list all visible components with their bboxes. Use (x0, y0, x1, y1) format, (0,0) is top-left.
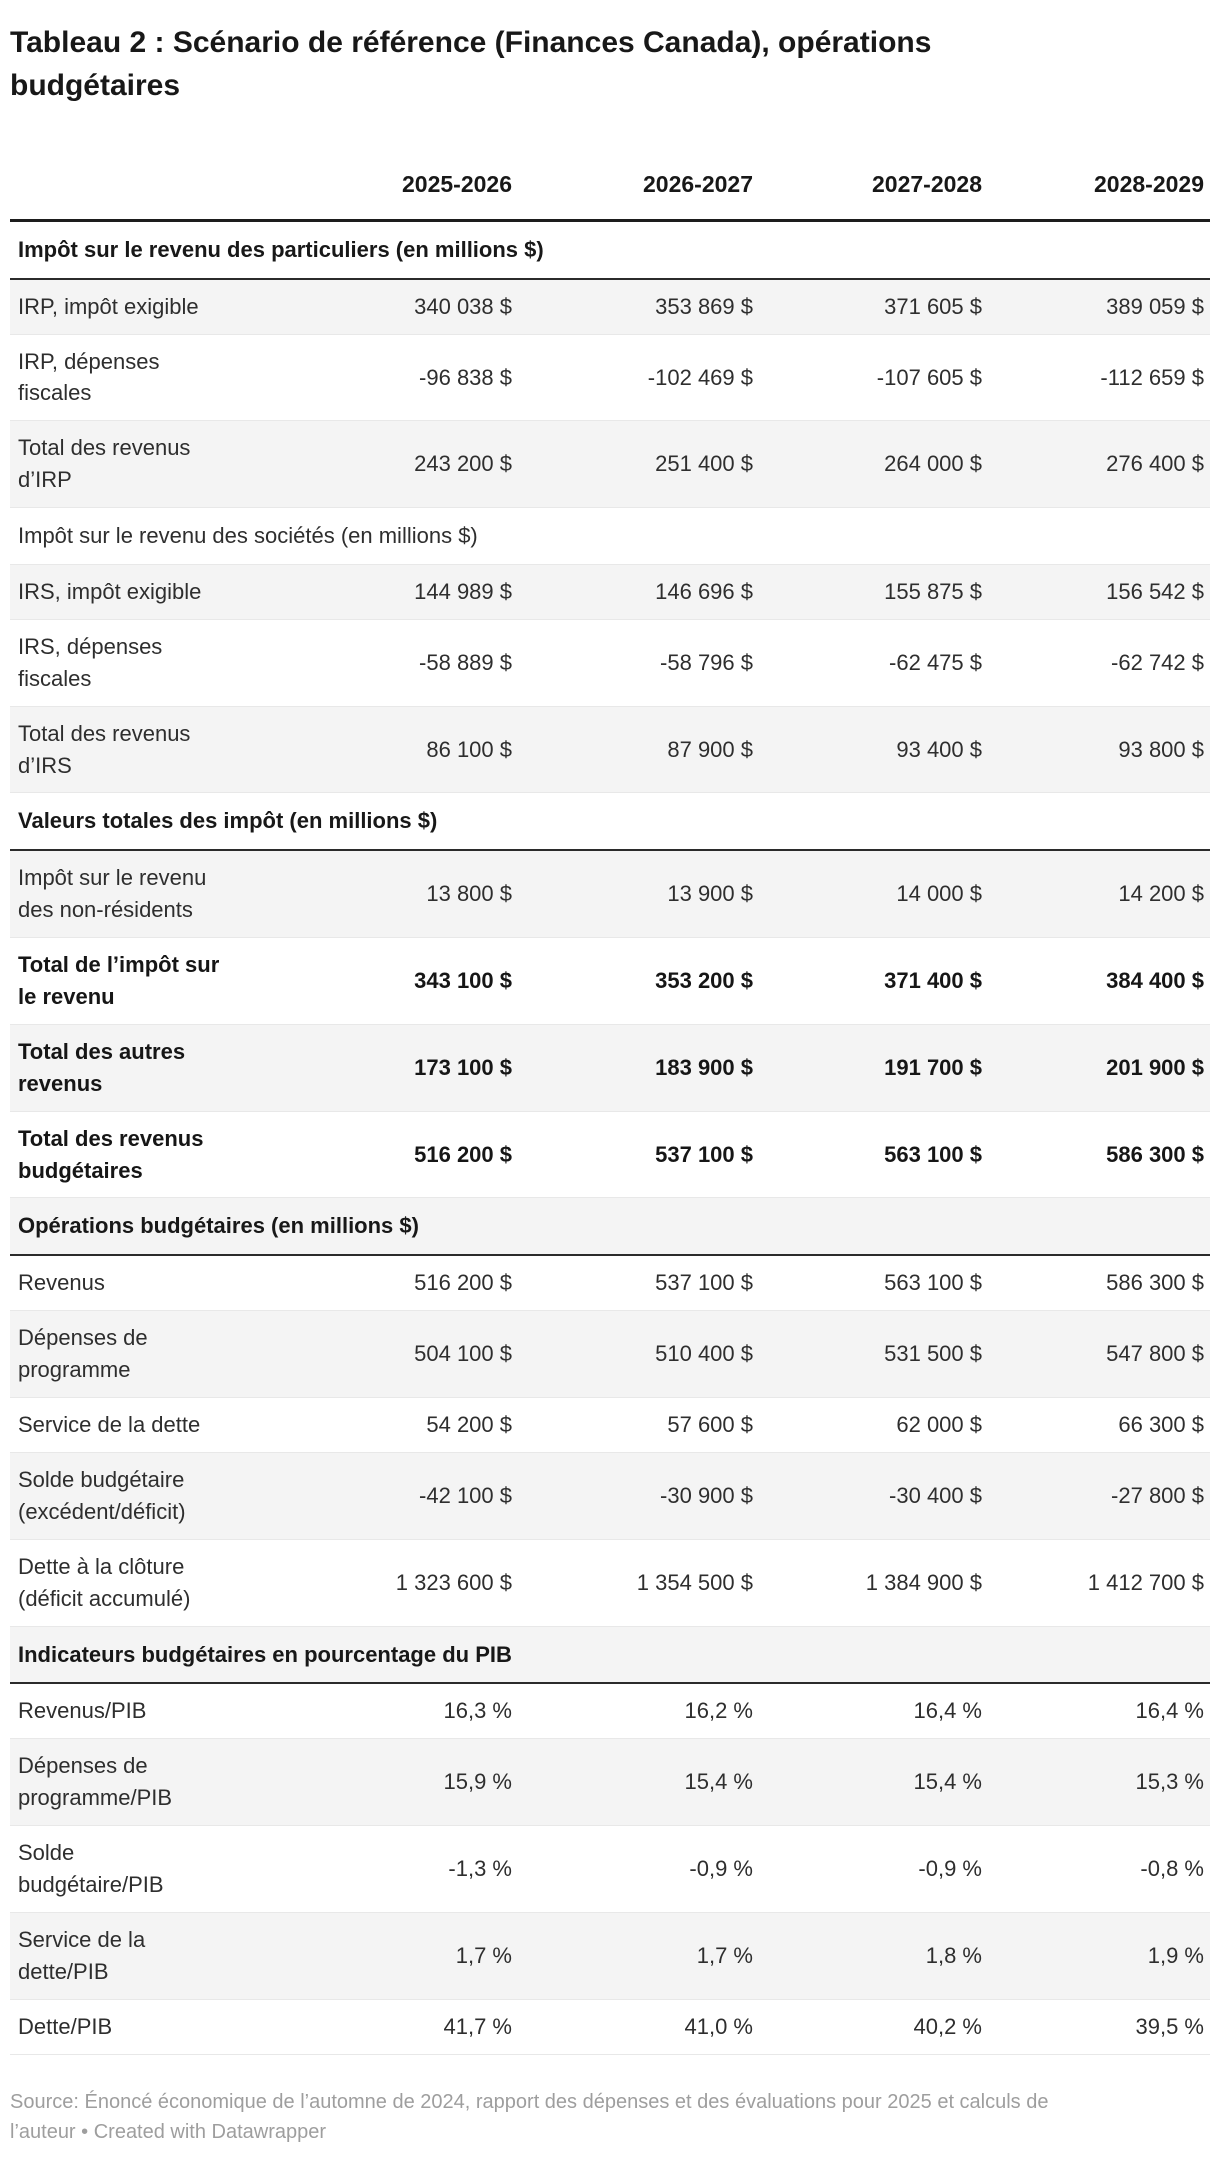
value-cell: 1,7 % (455, 1942, 512, 1968)
row-label: Dépenses de programme/PIB (18, 1753, 173, 1811)
row-label: Dette à la clôture (déficit accumulé) (18, 1553, 191, 1611)
section-label: Indicateurs budgétaires en pourcentage du PIB (18, 1641, 512, 1667)
value-cell: 531 500 $ (884, 1341, 982, 1367)
table-row (10, 938, 1210, 1025)
table-row (10, 1024, 1210, 1111)
value-cell: -27 800 $ (1111, 1482, 1204, 1508)
value-cell: 13 900 $ (667, 881, 753, 907)
section-label: Valeurs totales des impôt (en millions $) (18, 808, 438, 834)
value-cell: 57 600 $ (667, 1412, 753, 1438)
table-row (10, 1311, 1210, 1398)
value-cell: -107 605 $ (876, 364, 982, 390)
table-row (10, 706, 1210, 793)
row-label: Total des revenus d’IRS (18, 720, 191, 778)
section-label: Opérations budgétaires (en millions $) (18, 1213, 419, 1239)
value-cell: 201 900 $ (1106, 1054, 1204, 1080)
value-cell: 16,2 % (684, 1698, 753, 1724)
value-cell: -0,9 % (689, 1856, 753, 1881)
value-cell: 1 323 600 $ (395, 1569, 512, 1595)
value-cell: 13 800 $ (426, 881, 512, 907)
page-title: Tableau 2 : Scénario de référence (Finances Canada), opérations budgétaires (10, 26, 932, 102)
table-row (10, 279, 1210, 334)
section-row (10, 1198, 1210, 1255)
value-cell: 144 989 $ (414, 579, 512, 605)
row-label: Dépenses de programme (18, 1325, 148, 1383)
section-row (10, 793, 1210, 850)
value-cell: 1,7 % (696, 1942, 753, 1968)
table-row (10, 1826, 1210, 1913)
row-label: IRP, impôt exigible (18, 293, 199, 319)
value-cell: -62 742 $ (1111, 649, 1204, 675)
value-cell: -96 838 $ (419, 364, 512, 390)
value-cell: -42 100 $ (419, 1482, 512, 1508)
row-label: Solde budgétaire (excédent/déficit) (18, 1466, 186, 1524)
value-cell: 586 300 $ (1106, 1141, 1204, 1167)
section-label: Impôt sur le revenu des particuliers (en millions $) (18, 236, 544, 262)
value-cell: 146 696 $ (655, 579, 753, 605)
value-cell: -58 796 $ (660, 649, 753, 675)
value-cell: 563 100 $ (884, 1270, 982, 1296)
value-cell: 41,0 % (684, 2013, 753, 2039)
value-cell: 87 900 $ (667, 736, 753, 762)
value-cell: 16,4 % (913, 1698, 982, 1724)
value-cell: 14 200 $ (1118, 881, 1204, 907)
value-cell: 15,3 % (1135, 1769, 1204, 1795)
value-cell: 340 038 $ (414, 293, 512, 319)
value-cell: 62 000 $ (896, 1412, 982, 1438)
row-label: Revenus (18, 1270, 105, 1296)
row-label: IRS, impôt exigible (18, 579, 202, 605)
value-cell: -0,8 % (1140, 1856, 1204, 1881)
value-cell: 93 400 $ (896, 736, 982, 762)
value-cell: 40,2 % (913, 2013, 982, 2039)
value-cell: 41,7 % (443, 2013, 512, 2039)
row-label: Impôt sur le revenu des non-résidents (18, 865, 207, 923)
value-cell: 516 200 $ (414, 1270, 512, 1296)
budget-operations-table (10, 147, 1210, 2054)
table-header (10, 147, 1210, 220)
year-column-header: 2028-2029 (1094, 171, 1204, 198)
value-cell: 371 605 $ (884, 293, 982, 319)
year-column-header: 2027-2028 (872, 171, 982, 198)
value-cell: 537 100 $ (655, 1141, 753, 1167)
table-row (10, 334, 1210, 421)
table-row (10, 850, 1210, 937)
value-cell: 173 100 $ (414, 1054, 512, 1080)
table-row (10, 1452, 1210, 1539)
value-cell: 353 200 $ (655, 968, 753, 994)
year-column-header: 2026-2027 (643, 171, 753, 198)
value-cell: -102 469 $ (647, 364, 753, 390)
section-row (10, 220, 1210, 278)
value-cell: 1 384 900 $ (865, 1569, 982, 1595)
value-cell: 15,4 % (684, 1769, 753, 1795)
value-cell: -1,3 % (448, 1856, 512, 1881)
table-row (10, 1739, 1210, 1826)
value-cell: 15,9 % (443, 1769, 512, 1795)
value-cell: 183 900 $ (655, 1054, 753, 1080)
value-cell: 156 542 $ (1106, 579, 1204, 605)
source-note: Source: Énoncé économique de l’automne de 2024, rapport des dépenses et des évaluations pour 2025 et calculs de l’auteur • Created with Datawrapper (10, 2090, 1049, 2143)
value-cell: 537 100 $ (655, 1270, 753, 1296)
year-column-header: 2025-2026 (402, 171, 512, 198)
value-cell: 510 400 $ (655, 1341, 753, 1367)
table-row (10, 421, 1210, 508)
row-label: Dette/PIB (18, 2013, 113, 2039)
value-cell: 39,5 % (1135, 2013, 1204, 2039)
value-cell: -0,9 % (918, 1856, 982, 1881)
value-cell: 66 300 $ (1118, 1412, 1204, 1438)
value-cell: 516 200 $ (414, 1141, 512, 1167)
table-row (10, 565, 1210, 620)
value-cell: 86 100 $ (426, 736, 512, 762)
value-cell: -112 659 $ (1100, 364, 1204, 390)
value-cell: -30 400 $ (889, 1482, 982, 1508)
row-label: Total des autres revenus (18, 1038, 186, 1096)
value-cell: 389 059 $ (1106, 293, 1204, 319)
row-label-column-header (10, 147, 230, 220)
value-cell: 14 000 $ (896, 881, 982, 907)
row-label: Service de la dette/PIB (18, 1926, 146, 1984)
table-row (10, 1683, 1210, 1738)
row-label: Total de l’impôt sur le revenu (18, 952, 220, 1010)
row-label: Total des revenus d’IRP (18, 435, 191, 493)
value-cell: 191 700 $ (884, 1054, 982, 1080)
table-row (10, 1912, 1210, 1999)
row-label: Revenus/PIB (18, 1698, 147, 1724)
value-cell: 16,3 % (443, 1698, 512, 1724)
value-cell: 1,9 % (1147, 1942, 1204, 1968)
value-cell: 264 000 $ (884, 451, 982, 477)
section-label: Impôt sur le revenu des sociétés (en millions $) (18, 523, 478, 549)
value-cell: 243 200 $ (414, 451, 512, 477)
table-row (10, 1398, 1210, 1453)
value-cell: 384 400 $ (1106, 968, 1204, 994)
table-row (10, 1255, 1210, 1310)
row-label: IRP, dépenses fiscales (18, 348, 160, 406)
value-cell: 155 875 $ (884, 579, 982, 605)
column-header-row (10, 147, 1210, 220)
table-row (10, 1539, 1210, 1626)
value-cell: 353 869 $ (655, 293, 753, 319)
section-row (10, 508, 1210, 565)
value-cell: 371 400 $ (884, 968, 982, 994)
value-cell: 16,4 % (1135, 1698, 1204, 1724)
value-cell: -58 889 $ (419, 649, 512, 675)
value-cell: 586 300 $ (1106, 1270, 1204, 1296)
value-cell: 343 100 $ (414, 968, 512, 994)
value-cell: 1 412 700 $ (1087, 1569, 1204, 1595)
value-cell: 547 800 $ (1106, 1341, 1204, 1367)
row-label: Solde budgétaire/PIB (18, 1840, 164, 1897)
row-label: Total des revenus budgétaires (18, 1125, 204, 1183)
value-cell: 93 800 $ (1118, 736, 1204, 762)
section-row (10, 1626, 1210, 1683)
row-label: IRS, dépenses fiscales (18, 633, 163, 691)
table-body (10, 220, 1210, 2054)
table-row (10, 619, 1210, 706)
value-cell: 1,8 % (925, 1942, 982, 1968)
table-row (10, 1111, 1210, 1198)
value-cell: 1 354 500 $ (636, 1569, 753, 1595)
value-cell: 54 200 $ (426, 1412, 512, 1438)
value-cell: -62 475 $ (889, 649, 982, 675)
value-cell: 251 400 $ (655, 451, 753, 477)
value-cell: 504 100 $ (414, 1341, 512, 1367)
value-cell: -30 900 $ (660, 1482, 753, 1508)
row-label: Service de la dette (18, 1412, 201, 1438)
value-cell: 276 400 $ (1106, 451, 1204, 477)
table-row (10, 1999, 1210, 2054)
value-cell: 15,4 % (913, 1769, 982, 1795)
value-cell: 563 100 $ (884, 1141, 982, 1167)
